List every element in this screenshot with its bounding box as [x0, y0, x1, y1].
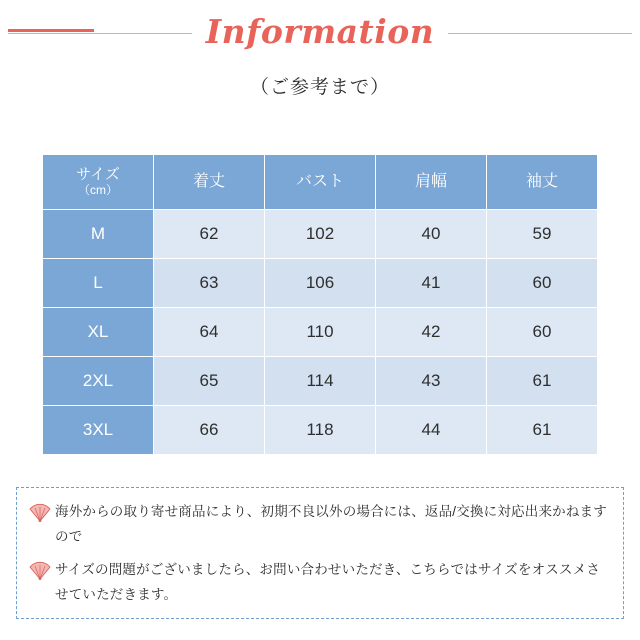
cell-length: 65	[154, 357, 265, 406]
size-table-wrapper	[42, 154, 598, 455]
cell-shoulder: 41	[376, 259, 487, 308]
page-title: Information	[192, 12, 449, 51]
cell-length: 64	[154, 308, 265, 357]
cell-length: 63	[154, 259, 265, 308]
size-table	[42, 154, 598, 455]
cell-shoulder: 42	[376, 308, 487, 357]
cell-bust: 114	[265, 357, 376, 406]
header-accent-bar	[8, 29, 94, 32]
cell-length: 62	[154, 210, 265, 259]
cell-bust: 118	[265, 406, 376, 455]
cell-shoulder: 40	[376, 210, 487, 259]
notes-box	[16, 487, 624, 619]
cell-bust: 102	[265, 210, 376, 259]
fan-icon	[29, 502, 51, 522]
column-header-sleeve: 袖丈	[487, 155, 598, 210]
column-header-shoulder: 肩幅	[376, 155, 487, 210]
cell-bust: 106	[265, 259, 376, 308]
cell-length: 66	[154, 406, 265, 455]
row-size-label: L	[43, 259, 154, 308]
header-rule-left	[8, 33, 204, 34]
column-header-size	[43, 155, 154, 210]
column-header-size-main: サイズ	[76, 166, 120, 184]
table-row	[43, 259, 598, 308]
note-item	[29, 500, 609, 550]
column-header-length: 着丈	[154, 155, 265, 210]
header-rule-right	[436, 33, 632, 34]
column-header-size-sub: （cm）	[78, 182, 118, 197]
cell-shoulder: 44	[376, 406, 487, 455]
cell-sleeve: 60	[487, 308, 598, 357]
column-header-bust: バスト	[265, 155, 376, 210]
row-size-label: 3XL	[43, 406, 154, 455]
row-size-label: XL	[43, 308, 154, 357]
table-row	[43, 357, 598, 406]
page-header	[0, 0, 640, 62]
size-table-head	[43, 155, 598, 210]
note-text: サイズの問題がございましたら、お問い合わせいただき、こちらではサイズをオススメさせていただきます。	[55, 561, 601, 602]
table-row	[43, 308, 598, 357]
table-row	[43, 406, 598, 455]
cell-sleeve: 61	[487, 357, 598, 406]
row-size-label: M	[43, 210, 154, 259]
cell-sleeve: 59	[487, 210, 598, 259]
table-row	[43, 210, 598, 259]
note-item	[29, 558, 609, 608]
cell-sleeve: 60	[487, 259, 598, 308]
note-text: 海外からの取り寄せ商品により、初期不良以外の場合には、返品/交換に対応出来かねますので	[55, 504, 607, 544]
cell-shoulder: 43	[376, 357, 487, 406]
cell-sleeve: 61	[487, 406, 598, 455]
cell-bust: 110	[265, 308, 376, 357]
size-table-body	[43, 210, 598, 455]
row-size-label: 2XL	[43, 357, 154, 406]
fan-icon	[29, 560, 51, 580]
table-header-row	[43, 155, 598, 210]
page-subtitle: （ご参考まで）	[249, 77, 390, 98]
